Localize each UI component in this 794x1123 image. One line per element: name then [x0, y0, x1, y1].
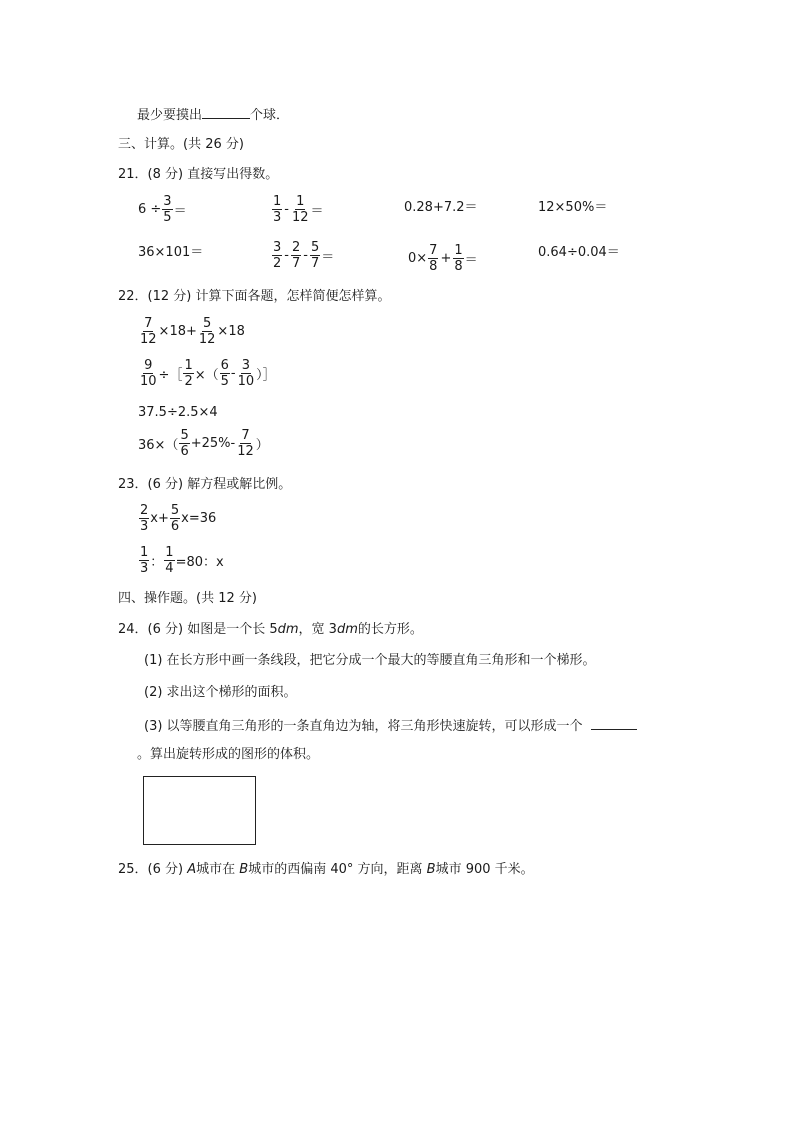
denominator: 8: [454, 259, 463, 274]
operator: -: [284, 202, 289, 217]
expr-part: ÷［: [158, 368, 183, 383]
numerator: 5: [310, 240, 320, 255]
expr-part: ×（: [194, 368, 219, 383]
operator: -: [284, 248, 289, 263]
q25-title-c: 城市的西偏南 40° 方向，距离: [248, 862, 427, 877]
q22-e2: [138, 358, 276, 389]
q22-title: 22．(12 分) 计算下面各题，怎样简便怎样算。: [118, 289, 391, 304]
fraction: [272, 240, 282, 271]
q25-title: [118, 861, 534, 879]
q21-h: 0.64÷0.04＝: [538, 245, 620, 260]
expr-part: =80：x: [175, 555, 224, 570]
denominator: 10: [140, 374, 157, 389]
numerator: 9: [144, 358, 153, 373]
q25-title-a: 25．(6 分): [118, 862, 188, 877]
fraction: [139, 358, 158, 389]
q24-part2: (2) 求出这个梯形的面积。: [144, 685, 297, 700]
q20-tail-after: 个球．: [250, 108, 290, 123]
denominator: 7: [310, 256, 320, 271]
q25-title-b: 城市在: [196, 862, 240, 877]
q21-g-lead: 0×: [408, 251, 428, 266]
denominator: 4: [165, 561, 174, 576]
denominator: 10: [237, 374, 255, 389]
denominator: 6: [180, 444, 189, 459]
fraction: [237, 358, 256, 389]
q23-e1: [138, 503, 216, 534]
numerator: 7: [429, 243, 438, 258]
q21-f: [271, 240, 334, 271]
q21-d: 12×50%＝: [538, 200, 608, 215]
fraction: [139, 316, 158, 347]
numerator: 1: [165, 545, 174, 560]
q21-a-equals: ＝: [173, 204, 187, 219]
answer-blank[interactable]: [202, 104, 250, 119]
fraction: [139, 503, 149, 534]
q23-title: 23．(6 分) 解方程或解比例。: [118, 477, 292, 492]
q25-title-d: 城市 900 千米。: [435, 862, 534, 877]
denominator: 3: [273, 210, 282, 225]
answer-blank[interactable]: [591, 715, 637, 730]
q21-b-equals: ＝: [310, 204, 324, 219]
denominator: 8: [429, 259, 438, 274]
expr-part: x=36: [181, 511, 217, 526]
numerator: 1: [296, 194, 305, 209]
denominator: 3: [140, 561, 149, 576]
q24-part3-text: (3) 以等腰直角三角形的一条直角边为轴，将三角形快速旋转，可以形成一个: [144, 719, 583, 734]
section4-heading: 四、操作题。(共 12 分): [118, 591, 257, 606]
unit-dm: dm: [277, 622, 299, 637]
q21-e: 36×101＝: [138, 245, 204, 260]
fraction: [453, 243, 463, 274]
q23-e2: [138, 545, 224, 576]
fraction: [139, 545, 149, 576]
expr-part: ）: [255, 438, 269, 453]
denominator: 3: [140, 519, 149, 534]
fraction: [310, 240, 320, 271]
q21-b: [271, 194, 324, 225]
numerator: 1: [454, 243, 463, 258]
city-b-label: B: [426, 862, 436, 877]
q24-title: [118, 621, 423, 639]
denominator: 7: [291, 256, 301, 271]
numerator: 2: [291, 240, 301, 255]
q24-title-c: 的长方形。: [357, 622, 423, 637]
fraction: [220, 358, 230, 389]
numerator: 5: [180, 428, 189, 443]
fraction: [291, 240, 301, 271]
expr-part: +25%-: [190, 436, 236, 451]
rectangle-figure: [143, 776, 256, 845]
fraction: [162, 194, 172, 225]
fraction: [198, 316, 217, 347]
numerator: 7: [144, 316, 153, 331]
denominator: 5: [163, 210, 172, 225]
fraction: [183, 358, 193, 389]
numerator: 3: [163, 194, 172, 209]
denominator: 12: [198, 332, 216, 347]
numerator: 7: [241, 428, 250, 443]
q24-title-a: 24．(6 分) 如图是一个长 5: [118, 622, 278, 637]
city-a-label: A: [187, 862, 197, 877]
denominator: 12: [291, 210, 309, 225]
operator: +: [440, 251, 452, 266]
expr-part: ：: [150, 555, 164, 570]
numerator: 3: [241, 358, 251, 373]
denominator: 2: [273, 256, 282, 271]
q24-part3-tail: 。算出旋转形成的图形的体积。: [137, 747, 320, 762]
fraction: [272, 194, 282, 225]
q24-part3: [144, 715, 637, 736]
unit-dm: dm: [336, 622, 358, 637]
q20-tail: [137, 104, 289, 125]
fraction: [164, 545, 174, 576]
q20-tail-before: 最少要摸出: [137, 108, 203, 123]
fraction: [170, 503, 180, 534]
city-b-label: B: [239, 862, 249, 877]
q22-e3: 37.5÷2.5×4: [138, 405, 218, 420]
numerator: 6: [220, 358, 229, 373]
q24-title-b: ，宽 3: [298, 622, 337, 637]
fraction: [236, 428, 255, 459]
q22-e1: [138, 316, 245, 347]
denominator: 12: [140, 332, 157, 347]
numerator: 1: [140, 545, 149, 560]
q24-part1: (1) 在长方形中画一条线段，把它分成一个最大的等腰直角三角形和一个梯形。: [144, 653, 596, 668]
denominator: 2: [184, 374, 193, 389]
numerator: 5: [203, 316, 212, 331]
q22-e4: [138, 428, 269, 459]
expr-part: ）］: [256, 368, 276, 383]
numerator: 1: [273, 194, 282, 209]
q21-c: 0.28+7.2＝: [404, 200, 478, 215]
denominator: 12: [237, 444, 254, 459]
expr-part: -: [230, 366, 236, 381]
q21-f-equals: ＝: [321, 250, 335, 265]
expr-part: ×18: [217, 324, 245, 339]
q21-title: 21．(8 分) 直接写出得数。: [118, 167, 279, 182]
q21-g-equals: ＝: [464, 253, 478, 268]
denominator: 5: [220, 374, 229, 389]
fraction: [291, 194, 310, 225]
section3-heading: 三、计算。(共 26 分): [118, 137, 244, 152]
numerator: 3: [273, 240, 282, 255]
expr-part: 36×（: [138, 438, 179, 453]
numerator: 5: [170, 503, 180, 518]
expr-part: x+: [150, 511, 169, 526]
numerator: 2: [140, 503, 149, 518]
expr-part: ×18+: [158, 324, 197, 339]
operator: -: [303, 248, 308, 263]
q21-a-lead: 6 ÷: [138, 202, 162, 217]
fraction: [179, 428, 189, 459]
denominator: 6: [170, 519, 180, 534]
q21-g: [408, 243, 478, 274]
fraction: [428, 243, 438, 274]
numerator: 1: [184, 358, 193, 373]
q21-a: [138, 194, 187, 225]
